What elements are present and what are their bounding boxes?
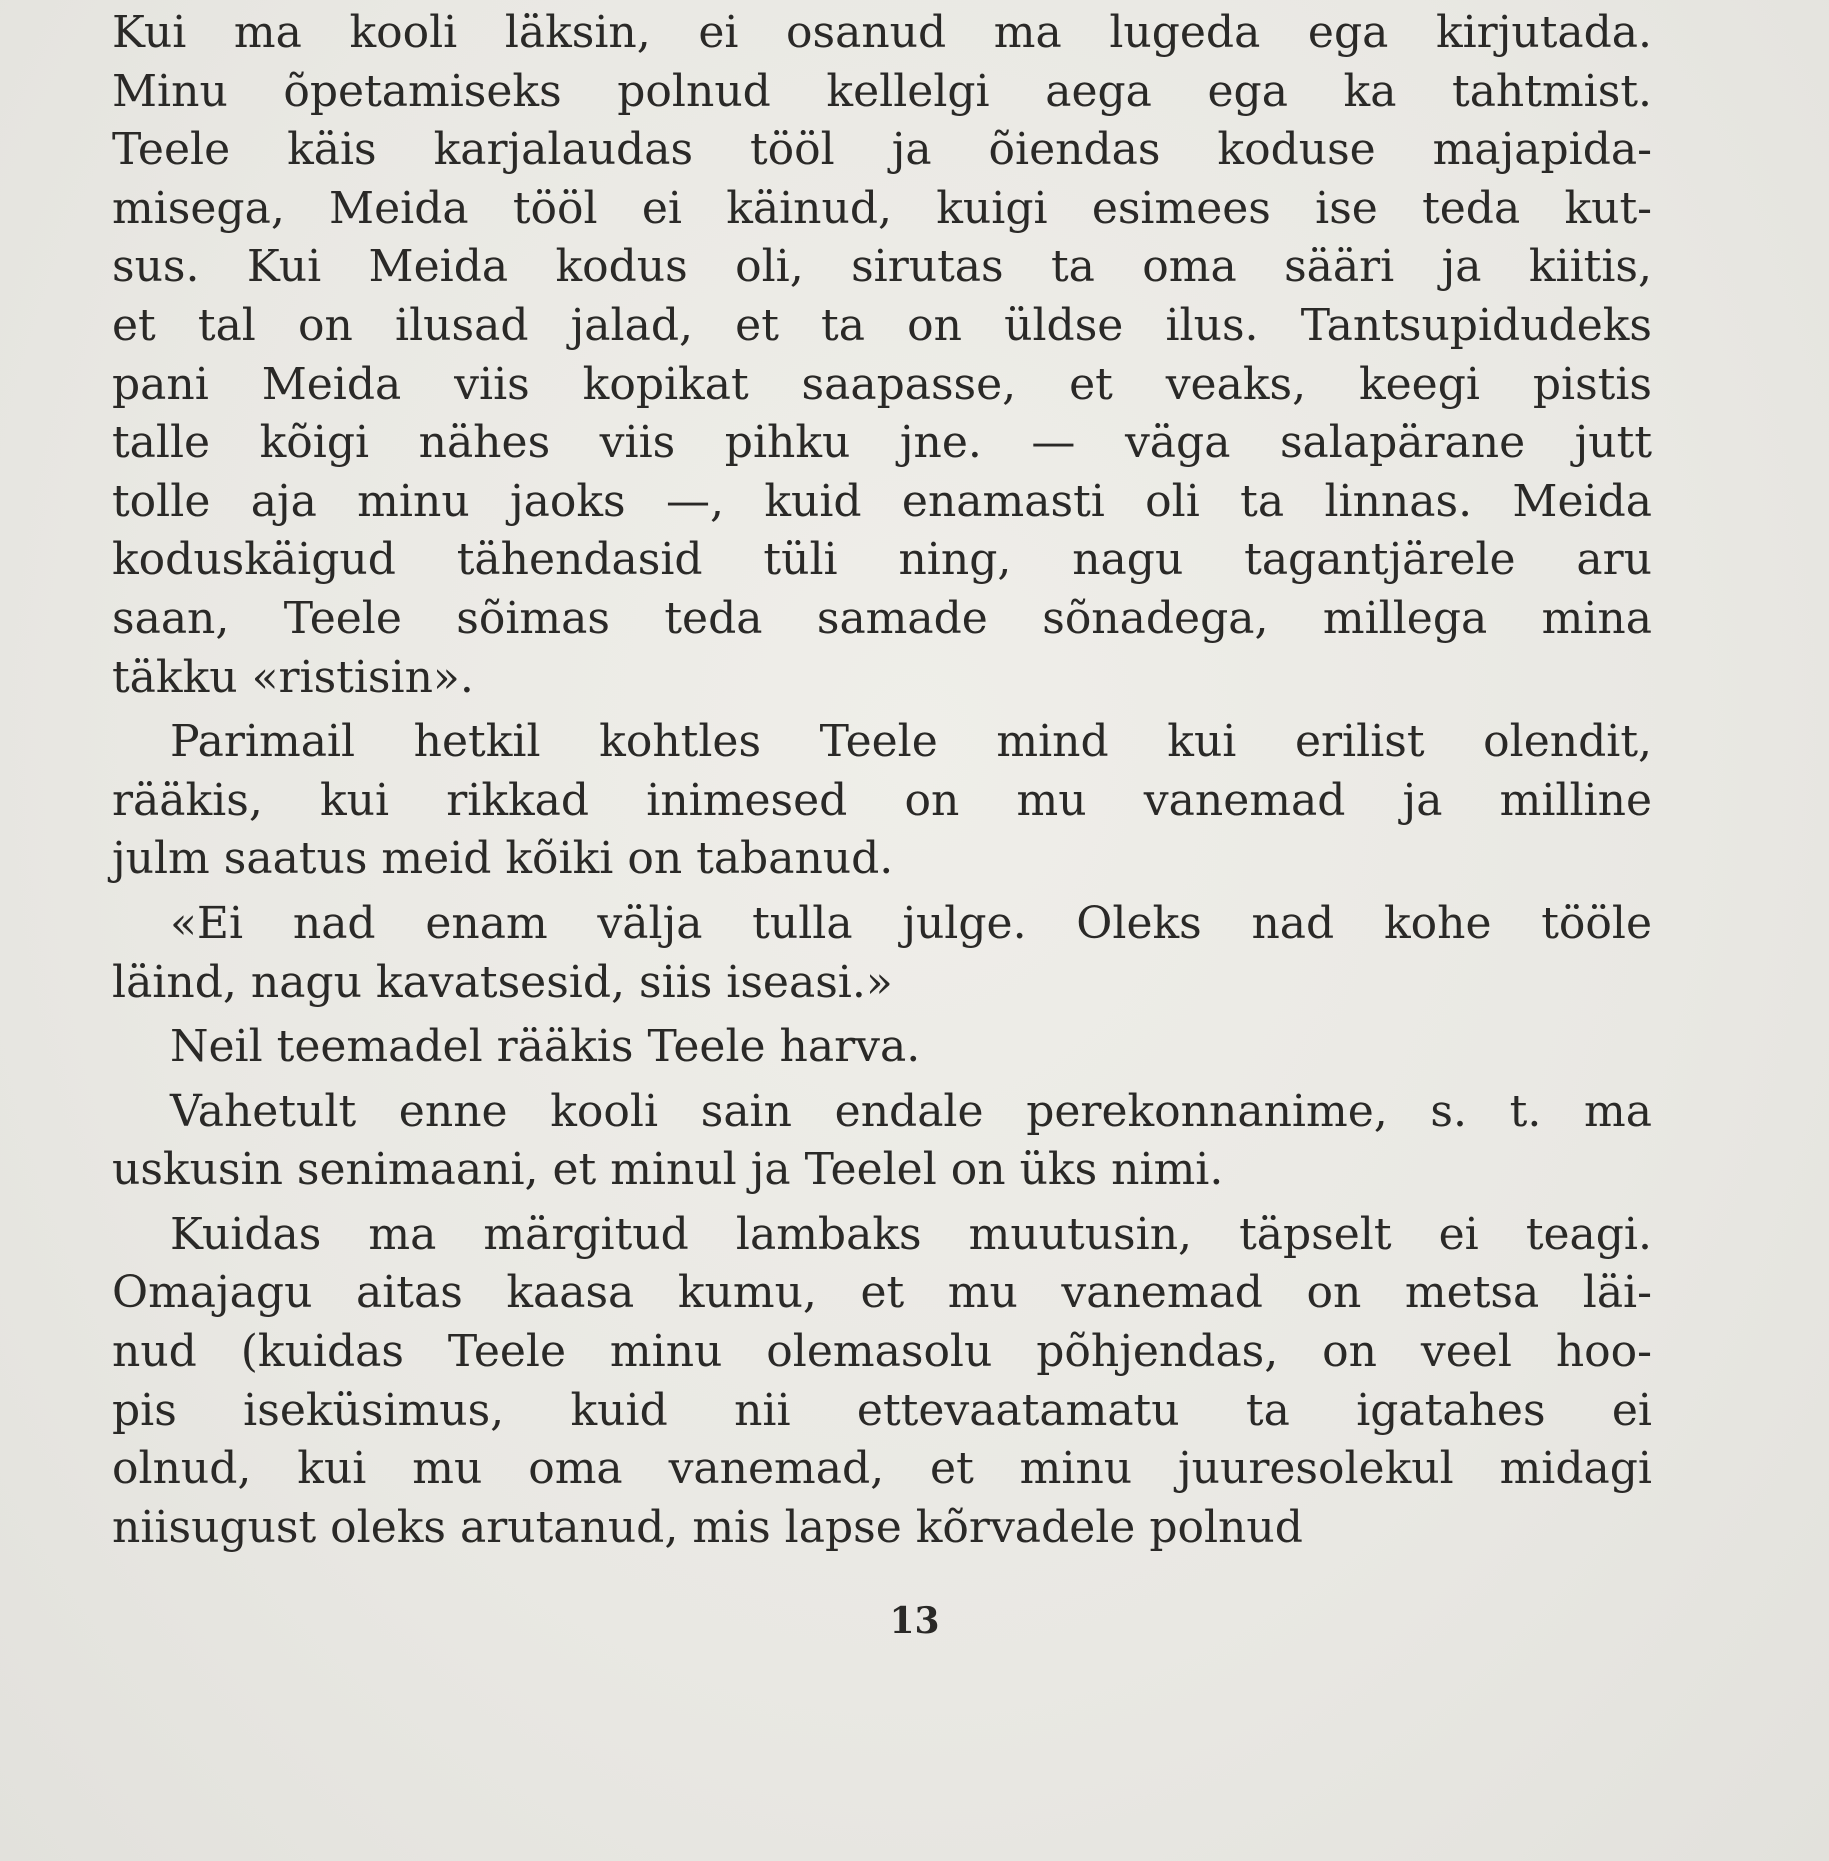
paragraph: [112, 1083, 1652, 1200]
text-line: Teele käis karjalaudas tööl ja õiendas koduse majapida-: [112, 124, 1652, 176]
body-text: [112, 4, 1652, 1557]
text-line: olnud, kui mu oma vanemad, et minu juuresolekul midagi: [112, 1443, 1652, 1495]
paragraph: [112, 1018, 1652, 1077]
paragraph: [112, 1206, 1652, 1558]
text-line: uskusin senimaani, et minul ja Teelel on üks nimi.: [112, 1144, 1224, 1196]
text-line: et tal on ilusad jalad, et ta on üldse ilus. Tantsupidudeks: [112, 299, 1652, 351]
paragraph: [112, 4, 1652, 707]
text-line: Omajagu aitas kaasa kumu, et mu vanemad on metsa läi-: [112, 1267, 1652, 1319]
text-line: saan, Teele sõimas teda samade sõnadega, millega mina: [112, 592, 1652, 644]
text-line: läind, nagu kavatsesid, siis iseasi.»: [112, 956, 893, 1008]
text-line: nud (kuidas Teele minu olemasolu põhjendas, on veel hoo-: [112, 1326, 1652, 1378]
text-line: Parimail hetkil kohtles Teele mind kui erilist olendit,: [170, 716, 1652, 768]
text-line: talle kõigi nähes viis pihku jne. — väga salapärane jutt: [112, 417, 1652, 469]
text-line: niisugust oleks arutanud, mis lapse kõrvadele polnud: [112, 1501, 1303, 1553]
text-line: Minu õpetamiseks polnud kellelgi aega ega ka tahtmist.: [112, 65, 1652, 117]
page-number: 13: [889, 1600, 940, 1642]
text-line: sus. Kui Meida kodus oli, sirutas ta oma sääri ja kiitis,: [112, 241, 1652, 293]
text-line: misega, Meida tööl ei käinud, kuigi esimees ise teda kut-: [112, 182, 1652, 234]
text-line: koduskäigud tähendasid tüli ning, nagu tagantjärele aru: [112, 534, 1652, 586]
paragraph: [112, 895, 1652, 1012]
text-line: rääkis, kui rikkad inimesed on mu vanemad ja milline: [112, 774, 1652, 826]
text-line: pis iseküsimus, kuid nii ettevaatamatu ta igatahes ei: [112, 1384, 1652, 1436]
text-line: «Ei nad enam välja tulla julge. Oleks nad kohe tööle: [170, 897, 1652, 949]
text-line: Kui ma kooli läksin, ei osanud ma lugeda ega kirjutada.: [112, 7, 1652, 58]
text-line: Vahetult enne kooli sain endale perekonnanime, s. t. ma: [170, 1085, 1652, 1137]
text-line: pani Meida viis kopikat saapasse, et veaks, keegi pistis: [112, 358, 1652, 410]
text-line: Kuidas ma märgitud lambaks muutusin, täpselt ei teagi.: [170, 1208, 1652, 1260]
text-line: täkku «ristisin».: [112, 651, 474, 703]
text-line: tolle aja minu jaoks —, kuid enamasti oli ta linnas. Meida: [112, 475, 1652, 527]
paragraph: [112, 713, 1652, 889]
text-line: julm saatus meid kõiki on tabanud.: [112, 833, 894, 885]
text-line: Neil teemadel rääkis Teele harva.: [170, 1021, 921, 1073]
